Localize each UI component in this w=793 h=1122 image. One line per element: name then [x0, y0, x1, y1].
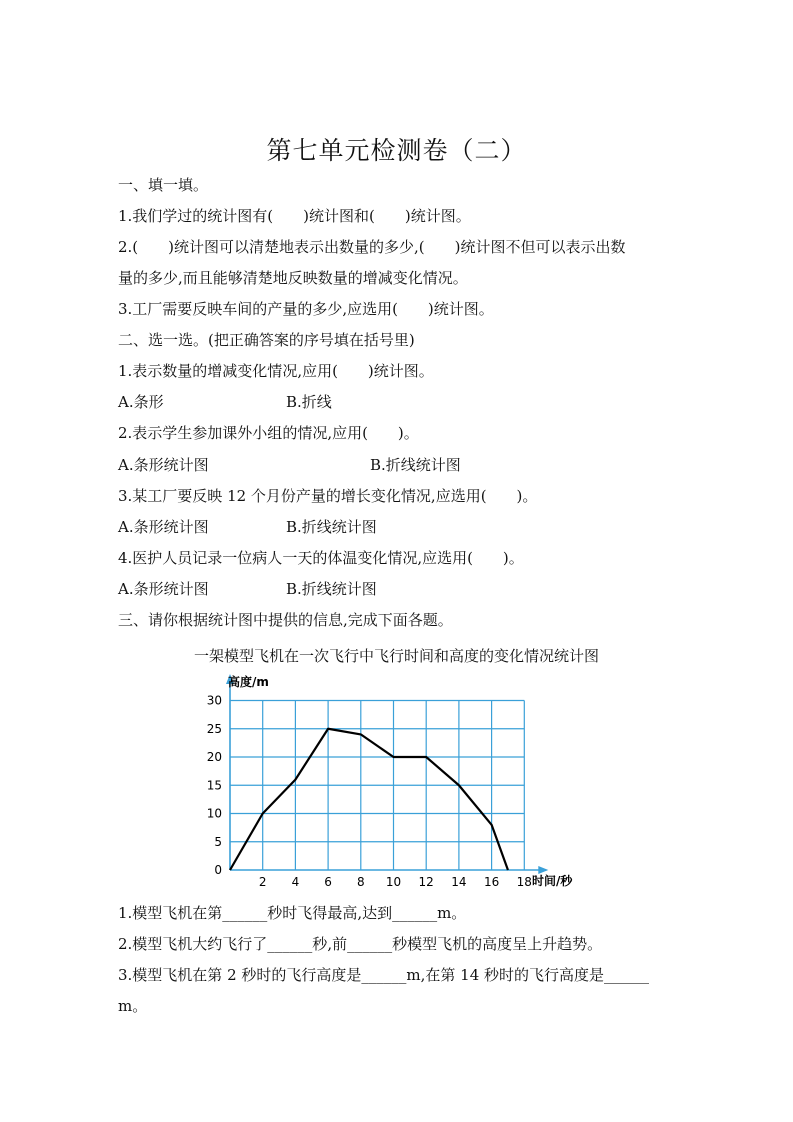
y-tick-label: 10: [206, 806, 222, 821]
y-axis-label: 高度/m: [228, 675, 269, 689]
section2-q4: 4.医护人员记录一位病人一天的体温变化情况,应选用( )。: [118, 549, 524, 567]
chart-grid: [230, 701, 524, 871]
x-tick-label: 8: [356, 875, 365, 889]
y-tick-label: 5: [214, 834, 222, 849]
section3-q3-line2: m。: [118, 997, 148, 1015]
x-tick-label: 14: [451, 875, 467, 889]
section1-q2-line1: 2.( )统计图可以清楚地表示出数量的多少,( )统计图不但可以表示出数: [118, 238, 626, 256]
section2-q4-option-b: B.折线统计图: [286, 580, 377, 598]
section1-q3: 3.工厂需要反映车间的产量的多少,应选用( )统计图。: [118, 300, 494, 318]
chart-title: 一架模型飞机在一次飞行中飞行时间和高度的变化情况统计图: [193, 647, 599, 665]
section2-q4-option-a: A.条形统计图: [118, 580, 209, 598]
section2-heading: 二、选一选。(把正确答案的序号填在括号里): [118, 331, 415, 349]
x-tick-label: 4: [291, 875, 300, 889]
chart-ticks: [207, 694, 532, 890]
section3-heading: 三、请你根据统计图中提供的信息,完成下面各题。: [118, 611, 453, 629]
section2-q1-option-a: A.条形: [118, 393, 164, 411]
section2-q3-option-b: B.折线统计图: [286, 518, 377, 536]
x-tick-label: 2: [258, 875, 267, 889]
x-tick-label: 18: [516, 875, 532, 889]
section3-q2: 2.模型飞机大约飞行了______秒,前______秒模型飞机的高度呈上升趋势。: [118, 935, 603, 953]
section2-q2-option-a: A.条形统计图: [118, 456, 209, 474]
section2-q3: 3.某工厂要反映 12 个月份产量的增长变化情况,应选用( )。: [118, 487, 538, 505]
x-axis-arrow: [538, 866, 548, 874]
y-tick-label: 30: [206, 693, 222, 708]
y-tick-label: 20: [206, 750, 222, 764]
section3-q1: 1.模型飞机在第______秒时飞得最高,达到______m。: [118, 904, 467, 922]
y-tick-label: 15: [206, 778, 222, 793]
section2-q2: 2.表示学生参加课外小组的情况,应用( )。: [118, 424, 419, 442]
section2-q3-option-a: A.条形统计图: [118, 518, 209, 536]
y-tick-label: 0: [214, 863, 222, 877]
x-tick-label: 6: [324, 875, 332, 889]
x-axis-label: 时间/秒: [532, 874, 573, 888]
section2-q2-option-b: B.折线统计图: [370, 456, 461, 474]
chart-axes: [226, 674, 548, 874]
y-tick-label: 25: [206, 721, 222, 736]
x-tick-label: 16: [483, 875, 500, 889]
section1-heading: 一、填一填。: [118, 176, 209, 194]
section2-q1-option-b: B.折线: [286, 393, 332, 411]
x-tick-label: 12: [418, 875, 434, 889]
line-chart: [190, 668, 610, 893]
series-line: [230, 729, 508, 870]
section1-q1: 1.我们学过的统计图有( )统计图和( )统计图。: [118, 207, 471, 225]
section1-q2-line2: 量的多少,而且能够清楚地反映数量的增减变化情况。: [118, 269, 468, 287]
section2-q1: 1.表示数量的增减变化情况,应用( )统计图。: [118, 362, 434, 380]
page-title: 第七单元检测卷（二）: [266, 136, 527, 165]
x-tick-label: 10: [385, 875, 402, 889]
section3-q3-line1: 3.模型飞机在第 2 秒时的飞行高度是______m,在第 14 秒时的飞行高度是______: [118, 966, 650, 984]
